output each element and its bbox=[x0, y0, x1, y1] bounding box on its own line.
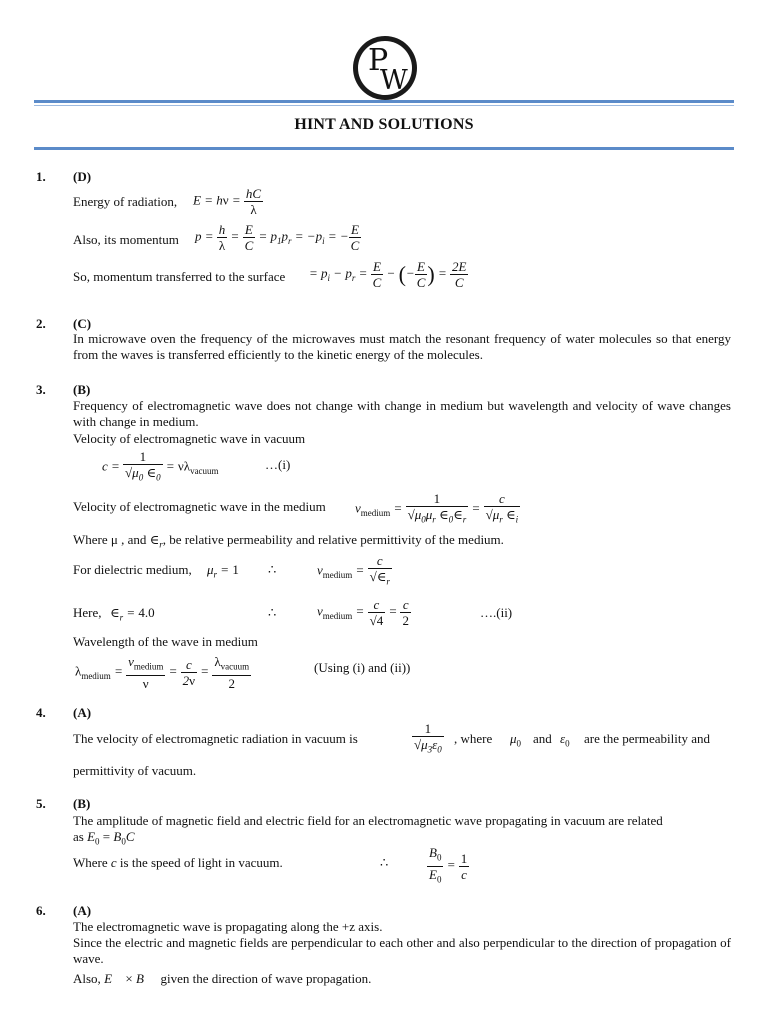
answer-option: (D) bbox=[73, 169, 92, 184]
solution-paragraph: Since the electric and magnetic fields are perpendicular to each other and also perpendicular to the direction of propagation of wave. bbox=[73, 935, 731, 966]
equation-note: (Using (i) and (ii)) bbox=[314, 660, 411, 675]
solution-text: So, momentum transferred to the surface bbox=[73, 269, 286, 284]
question-number: 1. bbox=[36, 169, 46, 184]
light-speed-formula: $\frac{1}{√\mu_3\varepsilon_0}$ bbox=[412, 721, 444, 758]
therefore-symbol: ∴ bbox=[268, 562, 277, 577]
answer-option: (C) bbox=[73, 316, 92, 331]
mu-zero: $\mu_0$ bbox=[510, 731, 522, 749]
solution-text: For dielectric medium, bbox=[73, 562, 192, 577]
equation-ref: ….(ii) bbox=[480, 605, 513, 620]
momentum-transfer-formula: = $p_i - p_r$ = $\frac{E}{C}$ − (− $\frac{E}{C}$ ) = $\frac{2E}{C}$ bbox=[309, 259, 467, 290]
equation-ref: …(i) bbox=[265, 457, 291, 472]
dielectric-velocity-formula: $v_{medium}$ = $\frac{c}{√\in_r}$ bbox=[317, 553, 392, 590]
answer-option: (B) bbox=[73, 796, 91, 811]
header-rule-bottom bbox=[34, 147, 734, 150]
wavelength-formula: $\lambda_{medium}$ = $\frac{v_{medium}}{\nu}$ = $\frac{c}{2\nu}$ = $\frac{\lambda_{vacuum}}{2}$ bbox=[75, 654, 250, 691]
solution-text: Here, bbox=[73, 605, 102, 620]
solution-text: Velocity of electromagnetic wave in the medium bbox=[73, 499, 326, 514]
solution-text: as $E_0 = B_0C$ bbox=[73, 829, 135, 847]
answer-option: (B) bbox=[73, 382, 91, 397]
field-ratio-formula: $\frac{B_0}{E_0}$ = $\frac{1}{c}$ bbox=[427, 845, 469, 887]
medium-velocity-formula: $v_{medium}$ = $\frac{1}{√\mu_0\mu_r \in_0\in_r}$ = $\frac{c}{√\mu_r \in_i}$ bbox=[355, 491, 520, 528]
solution-text: Where c is the speed of light in vacuum. bbox=[73, 855, 283, 870]
medium-velocity-value: $v_{medium}$ = $\frac{c}{√4}$ = $\frac{c}{2}$ bbox=[317, 597, 409, 628]
question-number: 4. bbox=[36, 705, 46, 720]
solution-text: The amplitude of magnetic field and electric field for an electromagnetic wave propagating in vacuum are related bbox=[73, 813, 663, 828]
solution-text: The velocity of electromagnetic radiation in vacuum is bbox=[73, 731, 358, 746]
therefore-symbol: ∴ bbox=[268, 605, 277, 620]
logo-letter-p: P bbox=[368, 43, 389, 78]
energy-formula: E = hν = $\frac{hC}{\lambda}$ bbox=[193, 186, 262, 217]
question-number: 2. bbox=[36, 316, 46, 331]
dielectric-formula: $\mu_r = 1$ bbox=[207, 562, 239, 580]
epsilon-zero: $\varepsilon_0$ bbox=[560, 731, 570, 749]
solution-text: Energy of radiation, bbox=[73, 194, 178, 209]
pw-logo bbox=[353, 36, 417, 100]
solution-text: Where μ , and $\in_r$, be relative permeability and relative permittivity of the medium. bbox=[73, 532, 504, 550]
answer-option: (A) bbox=[73, 705, 92, 720]
solution-text: , where bbox=[454, 731, 493, 746]
header-rule-top-thin bbox=[34, 105, 734, 106]
momentum-formula: p = $\frac{h}{\lambda}$ = $\frac{E}{C}$ = $p_1p_r = -p_i$ = − $\frac{E}{C}$ bbox=[195, 222, 360, 253]
question-number: 3. bbox=[36, 382, 46, 397]
solution-text: Velocity of electromagnetic wave in vacuum bbox=[73, 431, 306, 446]
vacuum-velocity-formula: c = $\frac{1}{√\mu_0 \in_0}$ = $\nu\lambda_{vacuum}$ bbox=[102, 449, 219, 486]
therefore-symbol: ∴ bbox=[380, 855, 389, 870]
solution-text: and bbox=[533, 731, 552, 746]
solution-text: The electromagnetic wave is propagating along the +z axis. bbox=[73, 919, 383, 934]
solution-text: permittivity of vacuum. bbox=[73, 763, 197, 778]
logo-letter-w: W bbox=[380, 65, 408, 96]
permittivity-value: $\in_r = 4.0$ bbox=[110, 605, 155, 623]
solution-paragraph: In microwave oven the frequency of the microwaves must match the resonant frequency of water molecules so that energy from the waves is transferred efficiently to the kinetic energy of the molecules. bbox=[73, 331, 731, 362]
header-rule-top bbox=[34, 100, 734, 103]
page-title: HINT AND SOLUTIONS bbox=[294, 116, 474, 133]
solution-paragraph: Frequency of electromagnetic wave does not change with change in medium but wavelength and velocity of wave changes with change in medium. bbox=[73, 398, 731, 429]
question-number: 6. bbox=[36, 903, 46, 918]
solution-text: Also, its momentum bbox=[73, 232, 179, 247]
answer-option: (A) bbox=[73, 903, 92, 918]
question-number: 5. bbox=[36, 796, 46, 811]
solution-text: Also, E⃗ × B⃗ given the direction of wave propagation. bbox=[73, 971, 372, 986]
solution-text: Wavelength of the wave in medium bbox=[73, 634, 258, 649]
solution-text: are the permeability and bbox=[584, 731, 710, 746]
